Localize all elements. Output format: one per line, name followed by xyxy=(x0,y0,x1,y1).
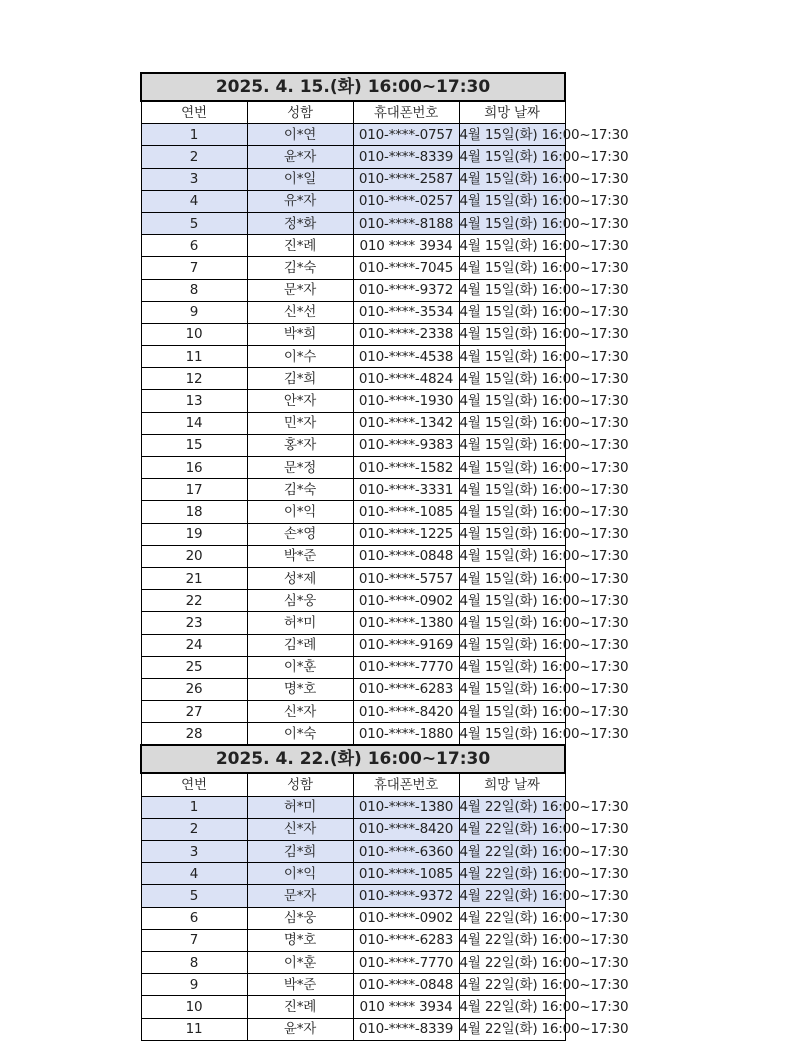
cell-name: 이*숙 xyxy=(247,723,353,746)
cell-no: 20 xyxy=(141,545,247,567)
cell-phone: 010-****-8420 xyxy=(353,701,459,723)
section-title-row xyxy=(141,745,565,773)
cell-no: 3 xyxy=(141,168,247,190)
table-row xyxy=(141,412,565,434)
cell-name: 이*수 xyxy=(247,346,353,368)
cell-date: 4월 15일(화) 16:00~17:30 xyxy=(459,501,565,523)
cell-name: 이*익 xyxy=(247,863,353,885)
cell-no: 1 xyxy=(141,124,247,146)
cell-name: 명*호 xyxy=(247,929,353,951)
table-row xyxy=(141,907,565,929)
cell-phone: 010-****-7770 xyxy=(353,951,459,973)
cell-name: 김*례 xyxy=(247,634,353,656)
cell-phone: 010-****-1225 xyxy=(353,523,459,545)
cell-date: 4월 15일(화) 16:00~17:30 xyxy=(459,301,565,323)
table-row xyxy=(141,501,565,523)
column-header-name: 성함 xyxy=(247,773,353,796)
cell-phone: 010-****-9169 xyxy=(353,634,459,656)
cell-phone: 010-****-4538 xyxy=(353,346,459,368)
cell-date: 4월 15일(화) 16:00~17:30 xyxy=(459,368,565,390)
cell-date: 4월 15일(화) 16:00~17:30 xyxy=(459,567,565,589)
cell-phone: 010-****-6283 xyxy=(353,929,459,951)
cell-name: 김*숙 xyxy=(247,479,353,501)
reservation-table-body xyxy=(141,73,629,1040)
cell-no: 18 xyxy=(141,501,247,523)
table-row xyxy=(141,279,565,301)
cell-name: 심*웅 xyxy=(247,907,353,929)
cell-phone: 010-****-0848 xyxy=(353,974,459,996)
cell-phone: 010-****-0757 xyxy=(353,124,459,146)
cell-name: 진*례 xyxy=(247,235,353,257)
table-row xyxy=(141,235,565,257)
cell-no: 15 xyxy=(141,434,247,456)
cell-phone: 010-****-1380 xyxy=(353,612,459,634)
column-header-date: 희망 날짜 xyxy=(459,773,565,796)
section-title: 2025. 4. 15.(화) 16:00~17:30 xyxy=(141,73,565,101)
cell-name: 신*선 xyxy=(247,301,353,323)
cell-no: 9 xyxy=(141,974,247,996)
cell-no: 7 xyxy=(141,929,247,951)
table-row xyxy=(141,634,565,656)
cell-date: 4월 15일(화) 16:00~17:30 xyxy=(459,323,565,345)
table-row xyxy=(141,841,565,863)
cell-name: 허*미 xyxy=(247,796,353,818)
column-header-no: 연번 xyxy=(141,773,247,796)
cell-date: 4월 15일(화) 16:00~17:30 xyxy=(459,634,565,656)
column-header-row xyxy=(141,101,565,124)
cell-date: 4월 15일(화) 16:00~17:30 xyxy=(459,235,565,257)
cell-name: 이*훈 xyxy=(247,951,353,973)
table-row xyxy=(141,479,565,501)
cell-date: 4월 15일(화) 16:00~17:30 xyxy=(459,146,565,168)
cell-name: 윤*자 xyxy=(247,146,353,168)
cell-date: 4월 15일(화) 16:00~17:30 xyxy=(459,523,565,545)
cell-name: 이*훈 xyxy=(247,656,353,678)
cell-phone: 010 **** 3934 xyxy=(353,996,459,1018)
cell-no: 9 xyxy=(141,301,247,323)
cell-phone: 010-****-0257 xyxy=(353,190,459,212)
cell-name: 김*희 xyxy=(247,841,353,863)
section-title: 2025. 4. 22.(화) 16:00~17:30 xyxy=(141,745,565,773)
cell-date: 4월 15일(화) 16:00~17:30 xyxy=(459,390,565,412)
cell-phone: 010-****-9372 xyxy=(353,279,459,301)
cell-date: 4월 22일(화) 16:00~17:30 xyxy=(459,863,565,885)
cell-no: 6 xyxy=(141,907,247,929)
cell-phone: 010-****-8420 xyxy=(353,818,459,840)
column-header-no: 연번 xyxy=(141,101,247,124)
cell-date: 4월 22일(화) 16:00~17:30 xyxy=(459,818,565,840)
cell-date: 4월 22일(화) 16:00~17:30 xyxy=(459,996,565,1018)
cell-no: 10 xyxy=(141,323,247,345)
cell-name: 유*자 xyxy=(247,190,353,212)
cell-name: 손*영 xyxy=(247,523,353,545)
cell-phone: 010-****-8339 xyxy=(353,146,459,168)
table-row xyxy=(141,190,565,212)
cell-date: 4월 15일(화) 16:00~17:30 xyxy=(459,212,565,234)
cell-name: 박*준 xyxy=(247,545,353,567)
cell-name: 신*자 xyxy=(247,818,353,840)
cell-date: 4월 15일(화) 16:00~17:30 xyxy=(459,279,565,301)
cell-date: 4월 15일(화) 16:00~17:30 xyxy=(459,257,565,279)
cell-date: 4월 15일(화) 16:00~17:30 xyxy=(459,723,565,746)
cell-phone: 010-****-0848 xyxy=(353,545,459,567)
cell-no: 1 xyxy=(141,796,247,818)
cell-phone: 010-****-6360 xyxy=(353,841,459,863)
cell-no: 26 xyxy=(141,678,247,700)
cell-date: 4월 15일(화) 16:00~17:30 xyxy=(459,190,565,212)
cell-phone: 010-****-2587 xyxy=(353,168,459,190)
table-row xyxy=(141,678,565,700)
cell-date: 4월 15일(화) 16:00~17:30 xyxy=(459,434,565,456)
cell-name: 이*익 xyxy=(247,501,353,523)
table-row xyxy=(141,567,565,589)
cell-date: 4월 22일(화) 16:00~17:30 xyxy=(459,885,565,907)
cell-phone: 010-****-3331 xyxy=(353,479,459,501)
cell-no: 16 xyxy=(141,457,247,479)
cell-name: 문*자 xyxy=(247,885,353,907)
cell-phone: 010-****-6283 xyxy=(353,678,459,700)
cell-phone: 010 **** 3934 xyxy=(353,235,459,257)
column-header-date: 희망 날짜 xyxy=(459,101,565,124)
cell-no: 2 xyxy=(141,818,247,840)
cell-no: 6 xyxy=(141,235,247,257)
table-row xyxy=(141,1018,565,1040)
cell-no: 11 xyxy=(141,1018,247,1040)
cell-name: 이*연 xyxy=(247,124,353,146)
table-row xyxy=(141,701,565,723)
cell-date: 4월 22일(화) 16:00~17:30 xyxy=(459,974,565,996)
cell-phone: 010-****-9372 xyxy=(353,885,459,907)
cell-no: 3 xyxy=(141,841,247,863)
table-row xyxy=(141,929,565,951)
cell-date: 4월 15일(화) 16:00~17:30 xyxy=(459,124,565,146)
cell-name: 정*화 xyxy=(247,212,353,234)
cell-phone: 010-****-2338 xyxy=(353,323,459,345)
cell-phone: 010-****-9383 xyxy=(353,434,459,456)
cell-no: 8 xyxy=(141,951,247,973)
cell-date: 4월 22일(화) 16:00~17:30 xyxy=(459,907,565,929)
cell-no: 4 xyxy=(141,190,247,212)
table-row xyxy=(141,612,565,634)
cell-date: 4월 15일(화) 16:00~17:30 xyxy=(459,346,565,368)
cell-no: 19 xyxy=(141,523,247,545)
column-header-name: 성함 xyxy=(247,101,353,124)
table-row xyxy=(141,301,565,323)
cell-phone: 010-****-7770 xyxy=(353,656,459,678)
table-row xyxy=(141,212,565,234)
table-row xyxy=(141,523,565,545)
table-row xyxy=(141,796,565,818)
cell-phone: 010-****-8188 xyxy=(353,212,459,234)
cell-date: 4월 22일(화) 16:00~17:30 xyxy=(459,796,565,818)
cell-name: 민*자 xyxy=(247,412,353,434)
cell-phone: 010-****-1880 xyxy=(353,723,459,746)
cell-phone: 010-****-1380 xyxy=(353,796,459,818)
column-header-phone: 휴대폰번호 xyxy=(353,101,459,124)
cell-date: 4월 15일(화) 16:00~17:30 xyxy=(459,457,565,479)
cell-date: 4월 22일(화) 16:00~17:30 xyxy=(459,841,565,863)
cell-date: 4월 15일(화) 16:00~17:30 xyxy=(459,590,565,612)
cell-name: 문*정 xyxy=(247,457,353,479)
cell-date: 4월 15일(화) 16:00~17:30 xyxy=(459,612,565,634)
cell-phone: 010-****-1342 xyxy=(353,412,459,434)
cell-no: 13 xyxy=(141,390,247,412)
cell-name: 진*례 xyxy=(247,996,353,1018)
cell-date: 4월 15일(화) 16:00~17:30 xyxy=(459,678,565,700)
table-row xyxy=(141,124,565,146)
cell-phone: 010-****-4824 xyxy=(353,368,459,390)
table-row xyxy=(141,590,565,612)
cell-date: 4월 22일(화) 16:00~17:30 xyxy=(459,951,565,973)
cell-phone: 010-****-1582 xyxy=(353,457,459,479)
cell-phone: 010-****-0902 xyxy=(353,907,459,929)
cell-date: 4월 22일(화) 16:00~17:30 xyxy=(459,1018,565,1040)
cell-name: 박*희 xyxy=(247,323,353,345)
cell-name: 명*호 xyxy=(247,678,353,700)
cell-no: 10 xyxy=(141,996,247,1018)
cell-phone: 010-****-0902 xyxy=(353,590,459,612)
cell-phone: 010-****-1085 xyxy=(353,863,459,885)
cell-phone: 010-****-5757 xyxy=(353,567,459,589)
cell-phone: 010-****-1085 xyxy=(353,501,459,523)
cell-no: 21 xyxy=(141,567,247,589)
reservation-table xyxy=(140,72,629,1041)
cell-no: 11 xyxy=(141,346,247,368)
cell-date: 4월 22일(화) 16:00~17:30 xyxy=(459,929,565,951)
table-row xyxy=(141,545,565,567)
cell-no: 5 xyxy=(141,885,247,907)
cell-date: 4월 15일(화) 16:00~17:30 xyxy=(459,479,565,501)
cell-no: 4 xyxy=(141,863,247,885)
table-row xyxy=(141,434,565,456)
table-row xyxy=(141,818,565,840)
cell-no: 25 xyxy=(141,656,247,678)
cell-phone: 010-****-3534 xyxy=(353,301,459,323)
cell-date: 4월 15일(화) 16:00~17:30 xyxy=(459,168,565,190)
cell-date: 4월 15일(화) 16:00~17:30 xyxy=(459,656,565,678)
cell-no: 14 xyxy=(141,412,247,434)
cell-phone: 010-****-7045 xyxy=(353,257,459,279)
cell-name: 성*제 xyxy=(247,567,353,589)
table-row xyxy=(141,146,565,168)
table-row xyxy=(141,257,565,279)
cell-name: 윤*자 xyxy=(247,1018,353,1040)
cell-no: 5 xyxy=(141,212,247,234)
table-row xyxy=(141,168,565,190)
cell-no: 22 xyxy=(141,590,247,612)
column-header-row xyxy=(141,773,565,796)
cell-date: 4월 15일(화) 16:00~17:30 xyxy=(459,701,565,723)
cell-name: 신*자 xyxy=(247,701,353,723)
cell-name: 안*자 xyxy=(247,390,353,412)
cell-name: 박*준 xyxy=(247,974,353,996)
cell-phone: 010-****-8339 xyxy=(353,1018,459,1040)
cell-no: 24 xyxy=(141,634,247,656)
cell-name: 홍*자 xyxy=(247,434,353,456)
cell-no: 8 xyxy=(141,279,247,301)
cell-name: 심*웅 xyxy=(247,590,353,612)
cell-no: 17 xyxy=(141,479,247,501)
table-row xyxy=(141,863,565,885)
cell-name: 문*자 xyxy=(247,279,353,301)
cell-no: 28 xyxy=(141,723,247,746)
table-row xyxy=(141,974,565,996)
section-title-row xyxy=(141,73,565,101)
cell-date: 4월 15일(화) 16:00~17:30 xyxy=(459,412,565,434)
cell-no: 7 xyxy=(141,257,247,279)
cell-name: 허*미 xyxy=(247,612,353,634)
cell-no: 27 xyxy=(141,701,247,723)
cell-phone: 010-****-1930 xyxy=(353,390,459,412)
cell-name: 김*숙 xyxy=(247,257,353,279)
table-row xyxy=(141,996,565,1018)
table-row xyxy=(141,390,565,412)
table-row xyxy=(141,951,565,973)
cell-date: 4월 15일(화) 16:00~17:30 xyxy=(459,545,565,567)
table-row xyxy=(141,656,565,678)
column-header-phone: 휴대폰번호 xyxy=(353,773,459,796)
cell-no: 12 xyxy=(141,368,247,390)
table-row xyxy=(141,346,565,368)
table-row xyxy=(141,368,565,390)
cell-name: 이*일 xyxy=(247,168,353,190)
table-row xyxy=(141,457,565,479)
table-row xyxy=(141,323,565,345)
cell-no: 23 xyxy=(141,612,247,634)
cell-no: 2 xyxy=(141,146,247,168)
table-row xyxy=(141,723,565,746)
cell-name: 김*희 xyxy=(247,368,353,390)
table-row xyxy=(141,885,565,907)
